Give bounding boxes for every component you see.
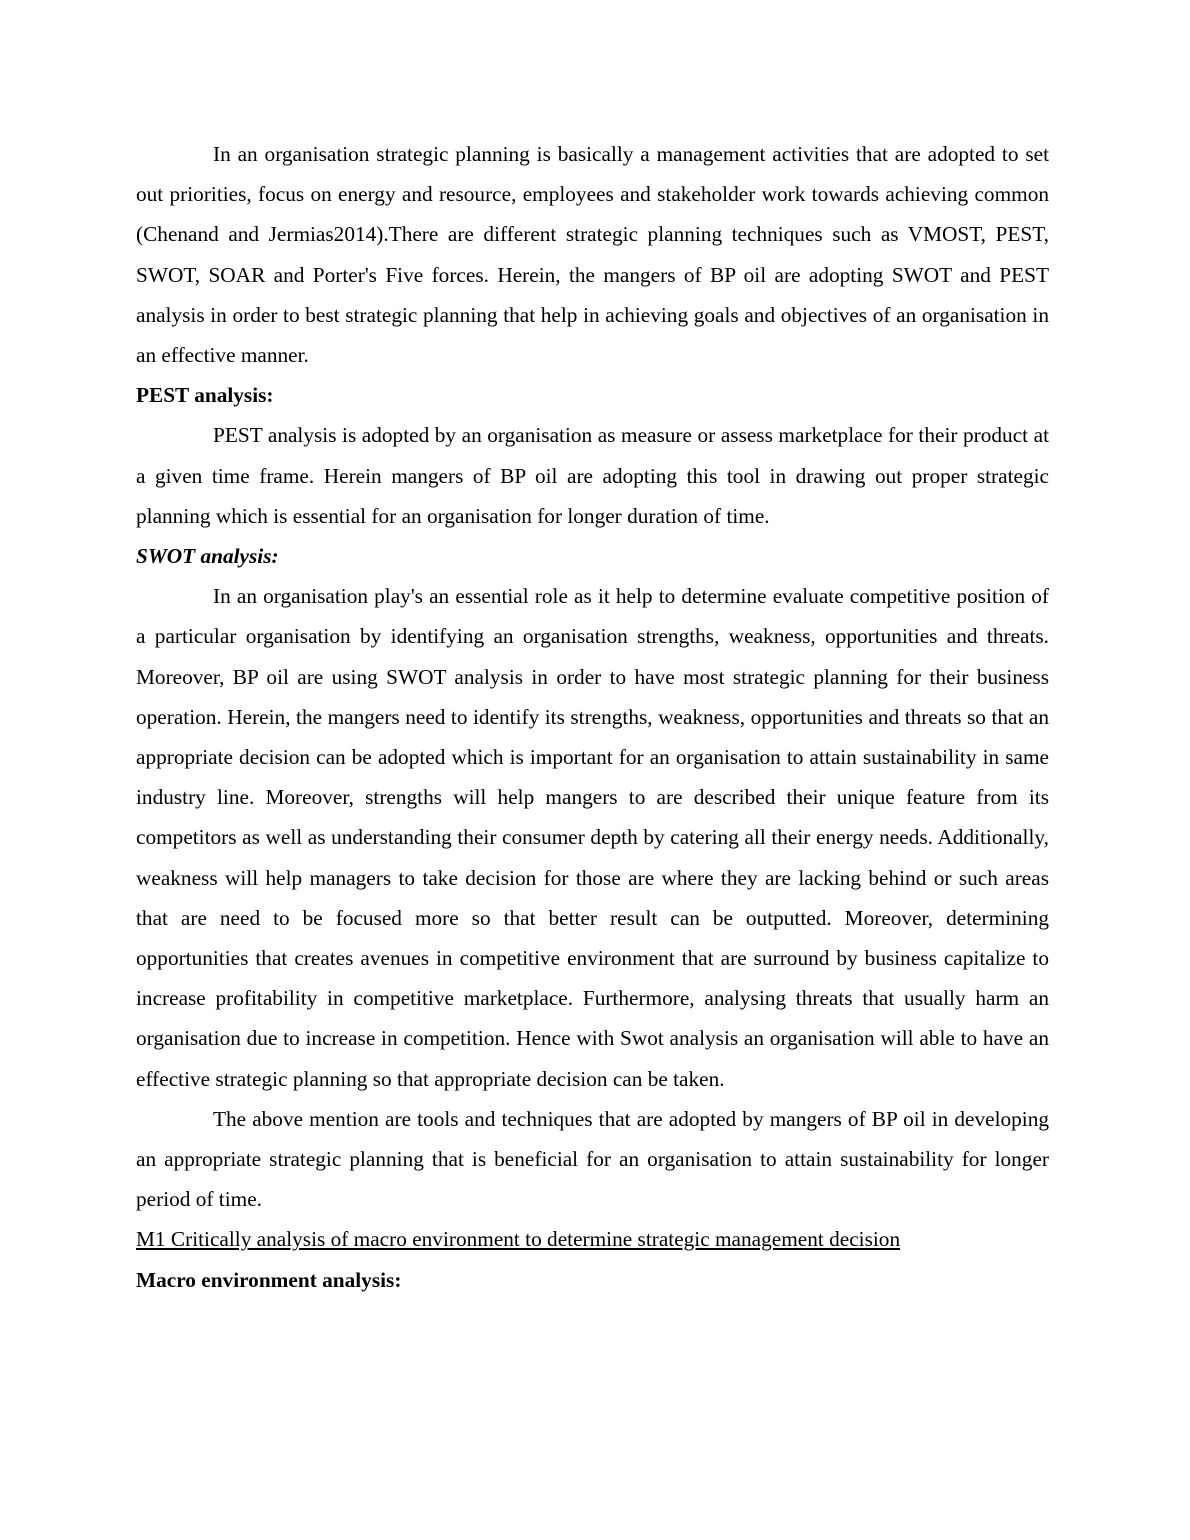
intro-paragraph: In an organisation strategic planning is basically a management activities that are adopted to set out priorities, focus on energy and resource, employees and stakeholder work towards achieving common (Chenand and Jermias2014).There are different strategic planning techniques such as VMOST, PEST, SWOT, SOAR and Porter's Five forces. Herein, the mangers of BP oil are adopting SWOT and PEST analysis in order to best strategic planning that help in achieving goals and objectives of an organisation in an effective manner. xyxy=(136,142,1049,368)
pest-paragraph: PEST analysis is adopted by an organisation as measure or assess marketplace for their product at a given time frame. Herein mangers of BP oil are adopting this tool in drawing out proper strategic planning which is essential for an organisation for longer duration of time. xyxy=(136,423,1049,528)
swot-paragraph: In an organisation play's an essential role as it help to determine evaluate competitive position of a particular organisation by identifying an organisation strengths, weakness, opportunities and threats. Moreover, BP oil are using SWOT analysis in order to have most strategic planning for their business operation. Herein, the mangers need to identify its strengths, weakness, opportunities and threats so that an appropriate decision can be adopted which is important for an organisation to attain sustainability in same industry line. Moreover, strengths will help mangers to are described their unique feature from its competitors as well as understanding their consumer depth by catering all their energy needs. Additionally, weakness will help managers to take decision for those are where they are lacking behind or such areas that are need to be focused more so that better result can be outputted. Moreover, determining opportunities that creates avenues in competitive environment that are surround by business capitalize to increase profitability in competitive marketplace. Furthermore, analysing threats that usually harm an organisation due to increase in competition. Hence with Swot analysis an organisation will able to have an effective strategic planning so that appropriate decision can be taken. xyxy=(136,584,1049,1091)
macro-environment-heading: Macro environment analysis: xyxy=(136,1267,402,1292)
document-page xyxy=(136,134,1049,1300)
pest-heading: PEST analysis: xyxy=(136,383,274,408)
summary-paragraph: The above mention are tools and techniques that are adopted by mangers of BP oil in developing an appropriate strategic planning that is beneficial for an organisation to attain sustainability for longer period of time. xyxy=(136,1106,1049,1212)
swot-heading: SWOT analysis: xyxy=(136,544,279,569)
m1-heading: M1 Critically analysis of macro environment to determine strategic management decision xyxy=(136,1227,901,1252)
